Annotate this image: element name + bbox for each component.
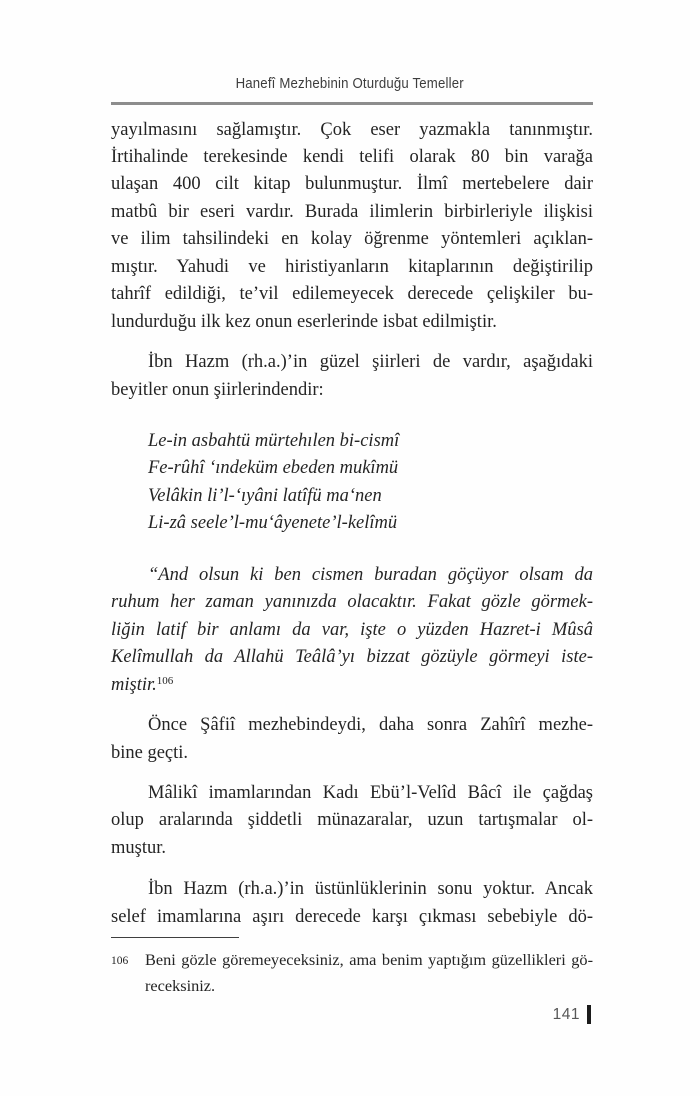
paragraph-maliki: [111, 780, 593, 862]
text-line: liğin latif bir anlamı da var, işte o yüzden Hazret-i Mûsâ: [111, 619, 593, 640]
footnote-separator: [111, 937, 239, 938]
text-line: receksiniz.: [145, 975, 216, 995]
text-line: muştur.: [111, 837, 166, 858]
running-header-title: Hanefî Mezhebinin Oturduğu Temeller: [235, 75, 465, 92]
paragraph-virtues: [111, 876, 593, 931]
page-footer: [553, 1005, 591, 1024]
page-number-bar: [587, 1005, 591, 1024]
text-line: selef imamlarına aşırı derecede karşı çıkması sebebiyle dö-: [111, 906, 593, 927]
text-line: “And olsun ki ben cismen buradan göçüyor olsam da: [148, 564, 593, 585]
paragraph-intro-poem: [111, 349, 593, 404]
paragraph-continuation: [111, 117, 593, 337]
header-rule: [111, 102, 593, 105]
quote-block: [111, 562, 593, 699]
text-line: bine geçti.: [111, 742, 189, 763]
text-line: olup aralarında şiddetli münazaralar, uzun tartışmalar ol-: [111, 810, 593, 831]
text-line: Önce Şâfiî mezhebindeydi, daha sonra Zahîrî mezhe-: [148, 715, 593, 736]
text-line: matbû bir eseri vardır. Burada ilimlerin birbirleriyle ilişkisi: [111, 201, 593, 222]
text-line: lundurduğu ilk kez onun eserlerinde isbat edilmiştir.: [111, 311, 497, 332]
text-line: miştir.$^{106}$: [111, 674, 174, 695]
text-line: beyitler onun şiirlerindendir:: [111, 379, 324, 400]
text-line: Fe-rûhî ‘ındeküm ebeden mukîmü: [148, 458, 399, 479]
footnote: [111, 947, 593, 998]
text-line: İbn Hazm (rh.a.)’in güzel şiirleri de vardır, aşağıdaki: [148, 352, 593, 373]
running-header: [0, 0, 700, 93]
text-line: Velâkin li’l-‘ıyâni latîfü ma‘nen: [148, 485, 382, 506]
body-text: [111, 117, 593, 932]
text-line: tahrîf edildiği, te’vil edilemeyecek derecede çelişkiler bu-: [111, 284, 593, 305]
text-line: yayılmasını sağlamıştır. Çok eser yazmakla tanınmıştır.: [111, 119, 593, 140]
footnote-reference: 106: [156, 674, 174, 687]
text-line: Beni gözle göremeyeceksiniz, ama benim yaptığım güzellikleri gö-: [145, 950, 593, 970]
text-line: Mâlikî imamlarından Kadı Ebü’l-Velîd Bâcî ile çağdaş: [148, 783, 593, 804]
footnote-text: [145, 947, 593, 998]
footnote-marker: 106: [111, 955, 129, 968]
text-line: ruhum her zaman yanınızda olacaktır. Fakat gözle görmek-: [111, 592, 593, 613]
text-line: ve ilim tahsilindeki en kolay öğrenme yöntemleri açıklan-: [111, 229, 593, 250]
page-number: 141: [552, 1005, 580, 1023]
text-line: İbn Hazm (rh.a.)’in üstünlüklerinin sonu yoktur. Ancak: [148, 879, 593, 900]
text-line: Kelîmullah da Allahü Teâlâ’yı bizzat gözüyle görmeyi iste-: [111, 647, 593, 668]
text-line: mıştır. Yahudi ve hiristiyanların kitaplarının değiştirilip: [111, 256, 593, 277]
text-line: Le-in asbahtü mürtehılen bi-cismî: [148, 431, 400, 452]
text-line: İrtihalinde terekesinde kendi telifi olarak 80 bin varağa: [111, 146, 593, 167]
text-line: ulaşan 400 cilt kitap bulunmuştur. İlmî mertebelere dair: [111, 174, 593, 195]
text-line: Li-zâ seele’l-mu‘âyenete’l-kelîmü: [148, 513, 398, 534]
poem-block: [111, 428, 593, 538]
paragraph-madhhab: [111, 712, 593, 767]
